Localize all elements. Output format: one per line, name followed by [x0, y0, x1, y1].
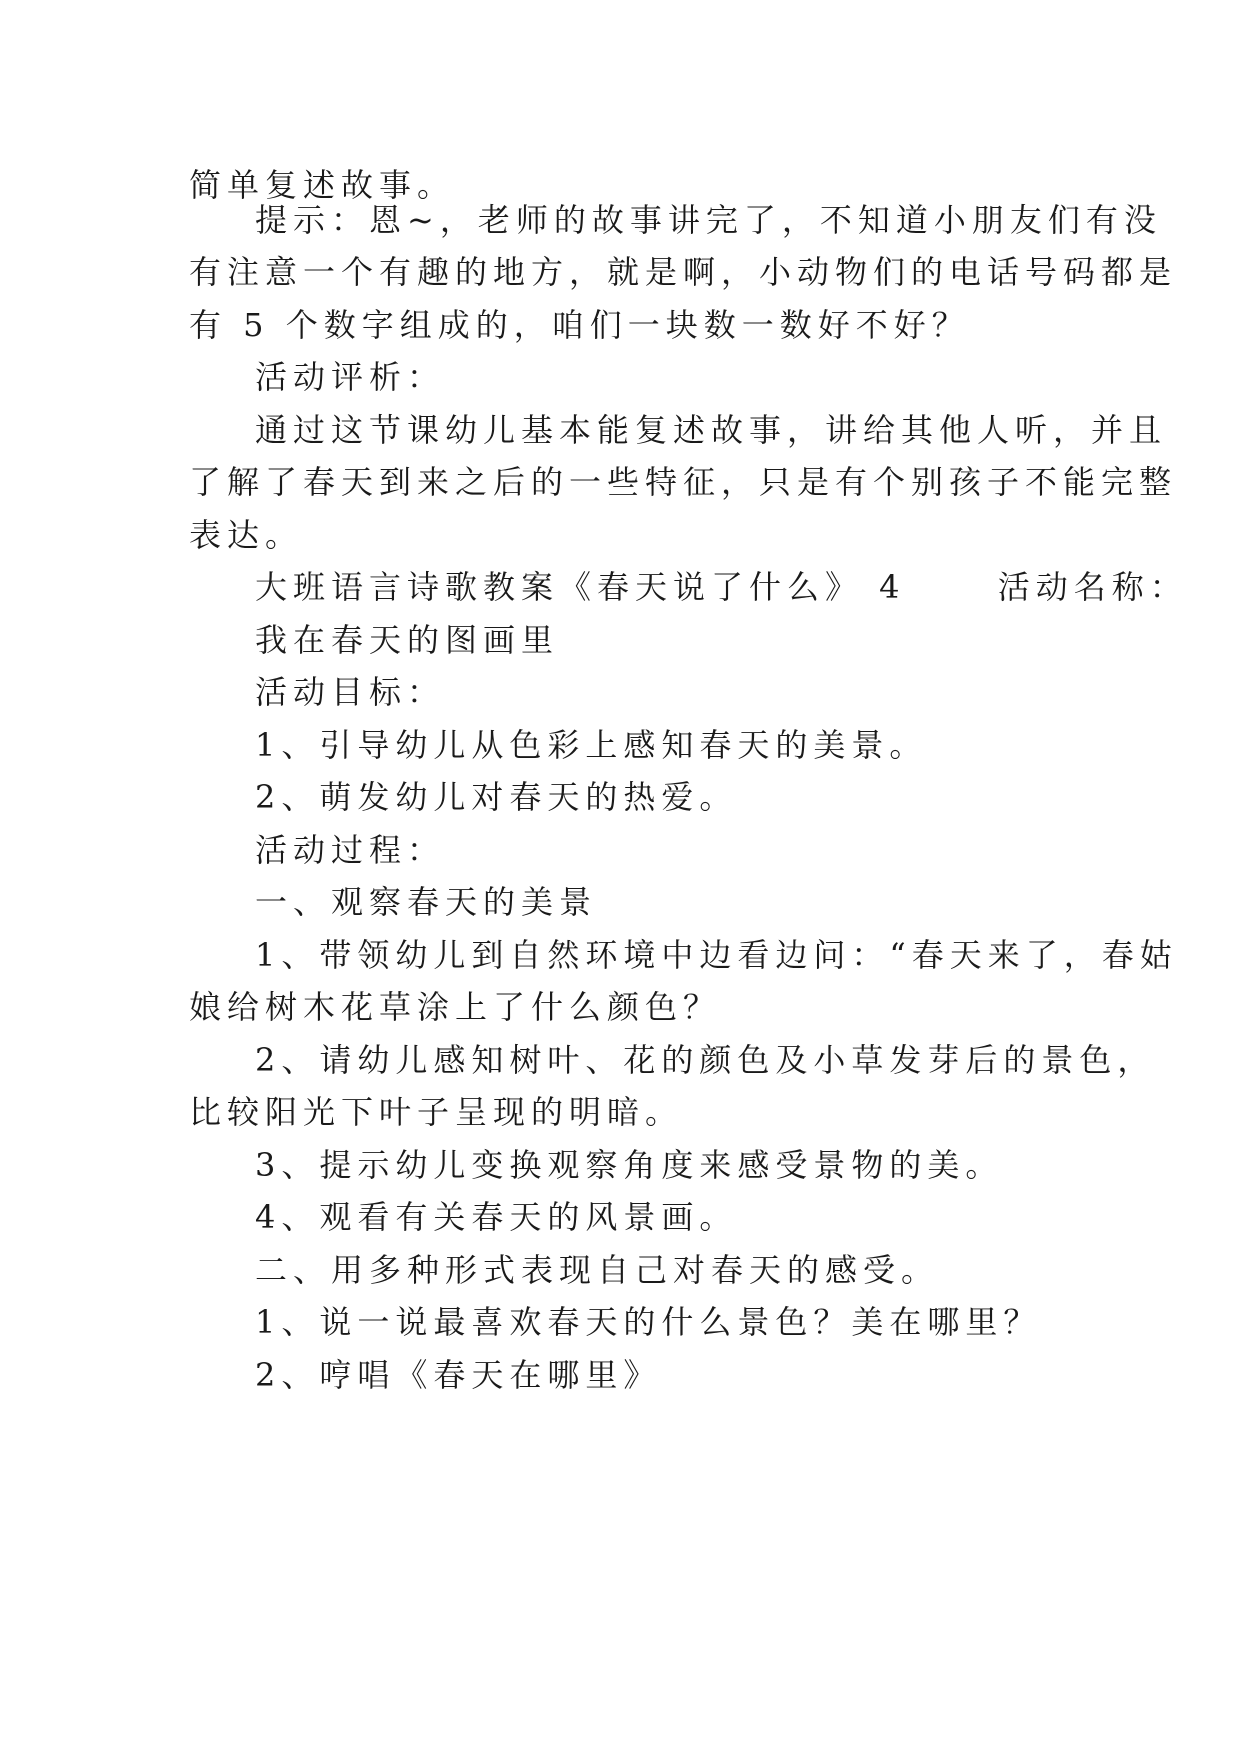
text-line: 二、用多种形式表现自己对春天的感受。 [255, 1251, 940, 1289]
text-line: 提示：恩~，老师的故事讲完了，不知道小朋友们有没 [255, 201, 1162, 239]
text-line: 2、哼唱《春天在哪里》 [255, 1356, 662, 1394]
text-line: 2、萌发幼儿对春天的热爱。 [255, 778, 738, 816]
text-line: 有注意一个有趣的地方，就是啊，小动物们的电话号码都是 [189, 253, 1178, 291]
text-line: 活动评析： [255, 358, 446, 396]
text-line: 有 5 个数字组成的，咱们一块数一数好不好？ [189, 306, 970, 344]
text-line: 我在春天的图画里 [255, 621, 560, 659]
text-line: 表达。 [189, 516, 304, 554]
text-line: 一、观察春天的美景 [255, 883, 598, 921]
text-line: 比较阳光下叶子呈现的明暗。 [189, 1093, 684, 1131]
text-line: 娘给树木花草涂上了什么颜色？ [189, 988, 722, 1026]
text-line: 大班语言诗歌教案《春天说了什么》 4 活动名称： [255, 568, 1188, 606]
text-line: 了解了春天到来之后的一些特征，只是有个别孩子不能完整 [189, 463, 1178, 501]
text-line: 1、引导幼儿从色彩上感知春天的美景。 [255, 726, 928, 764]
text-line: 3、提示幼儿变换观察角度来感受景物的美。 [255, 1146, 1004, 1184]
text-line: 简单复述故事。 [189, 166, 456, 204]
text-line: 通过这节课幼儿基本能复述故事，讲给其他人听，并且 [255, 411, 1168, 449]
text-line: 1、带领幼儿到自然环境中边看边问：“春天来了，春姑 [255, 936, 1178, 974]
text-line: 4、观看有关春天的风景画。 [255, 1198, 738, 1236]
text-line: 2、请幼儿感知树叶、花的颜色及小草发芽后的景色， [255, 1041, 1156, 1079]
text-line: 1、说一说最喜欢春天的什么景色？美在哪里？ [255, 1303, 1042, 1341]
text-line: 活动目标： [255, 673, 446, 711]
text-line: 活动过程： [255, 831, 446, 869]
